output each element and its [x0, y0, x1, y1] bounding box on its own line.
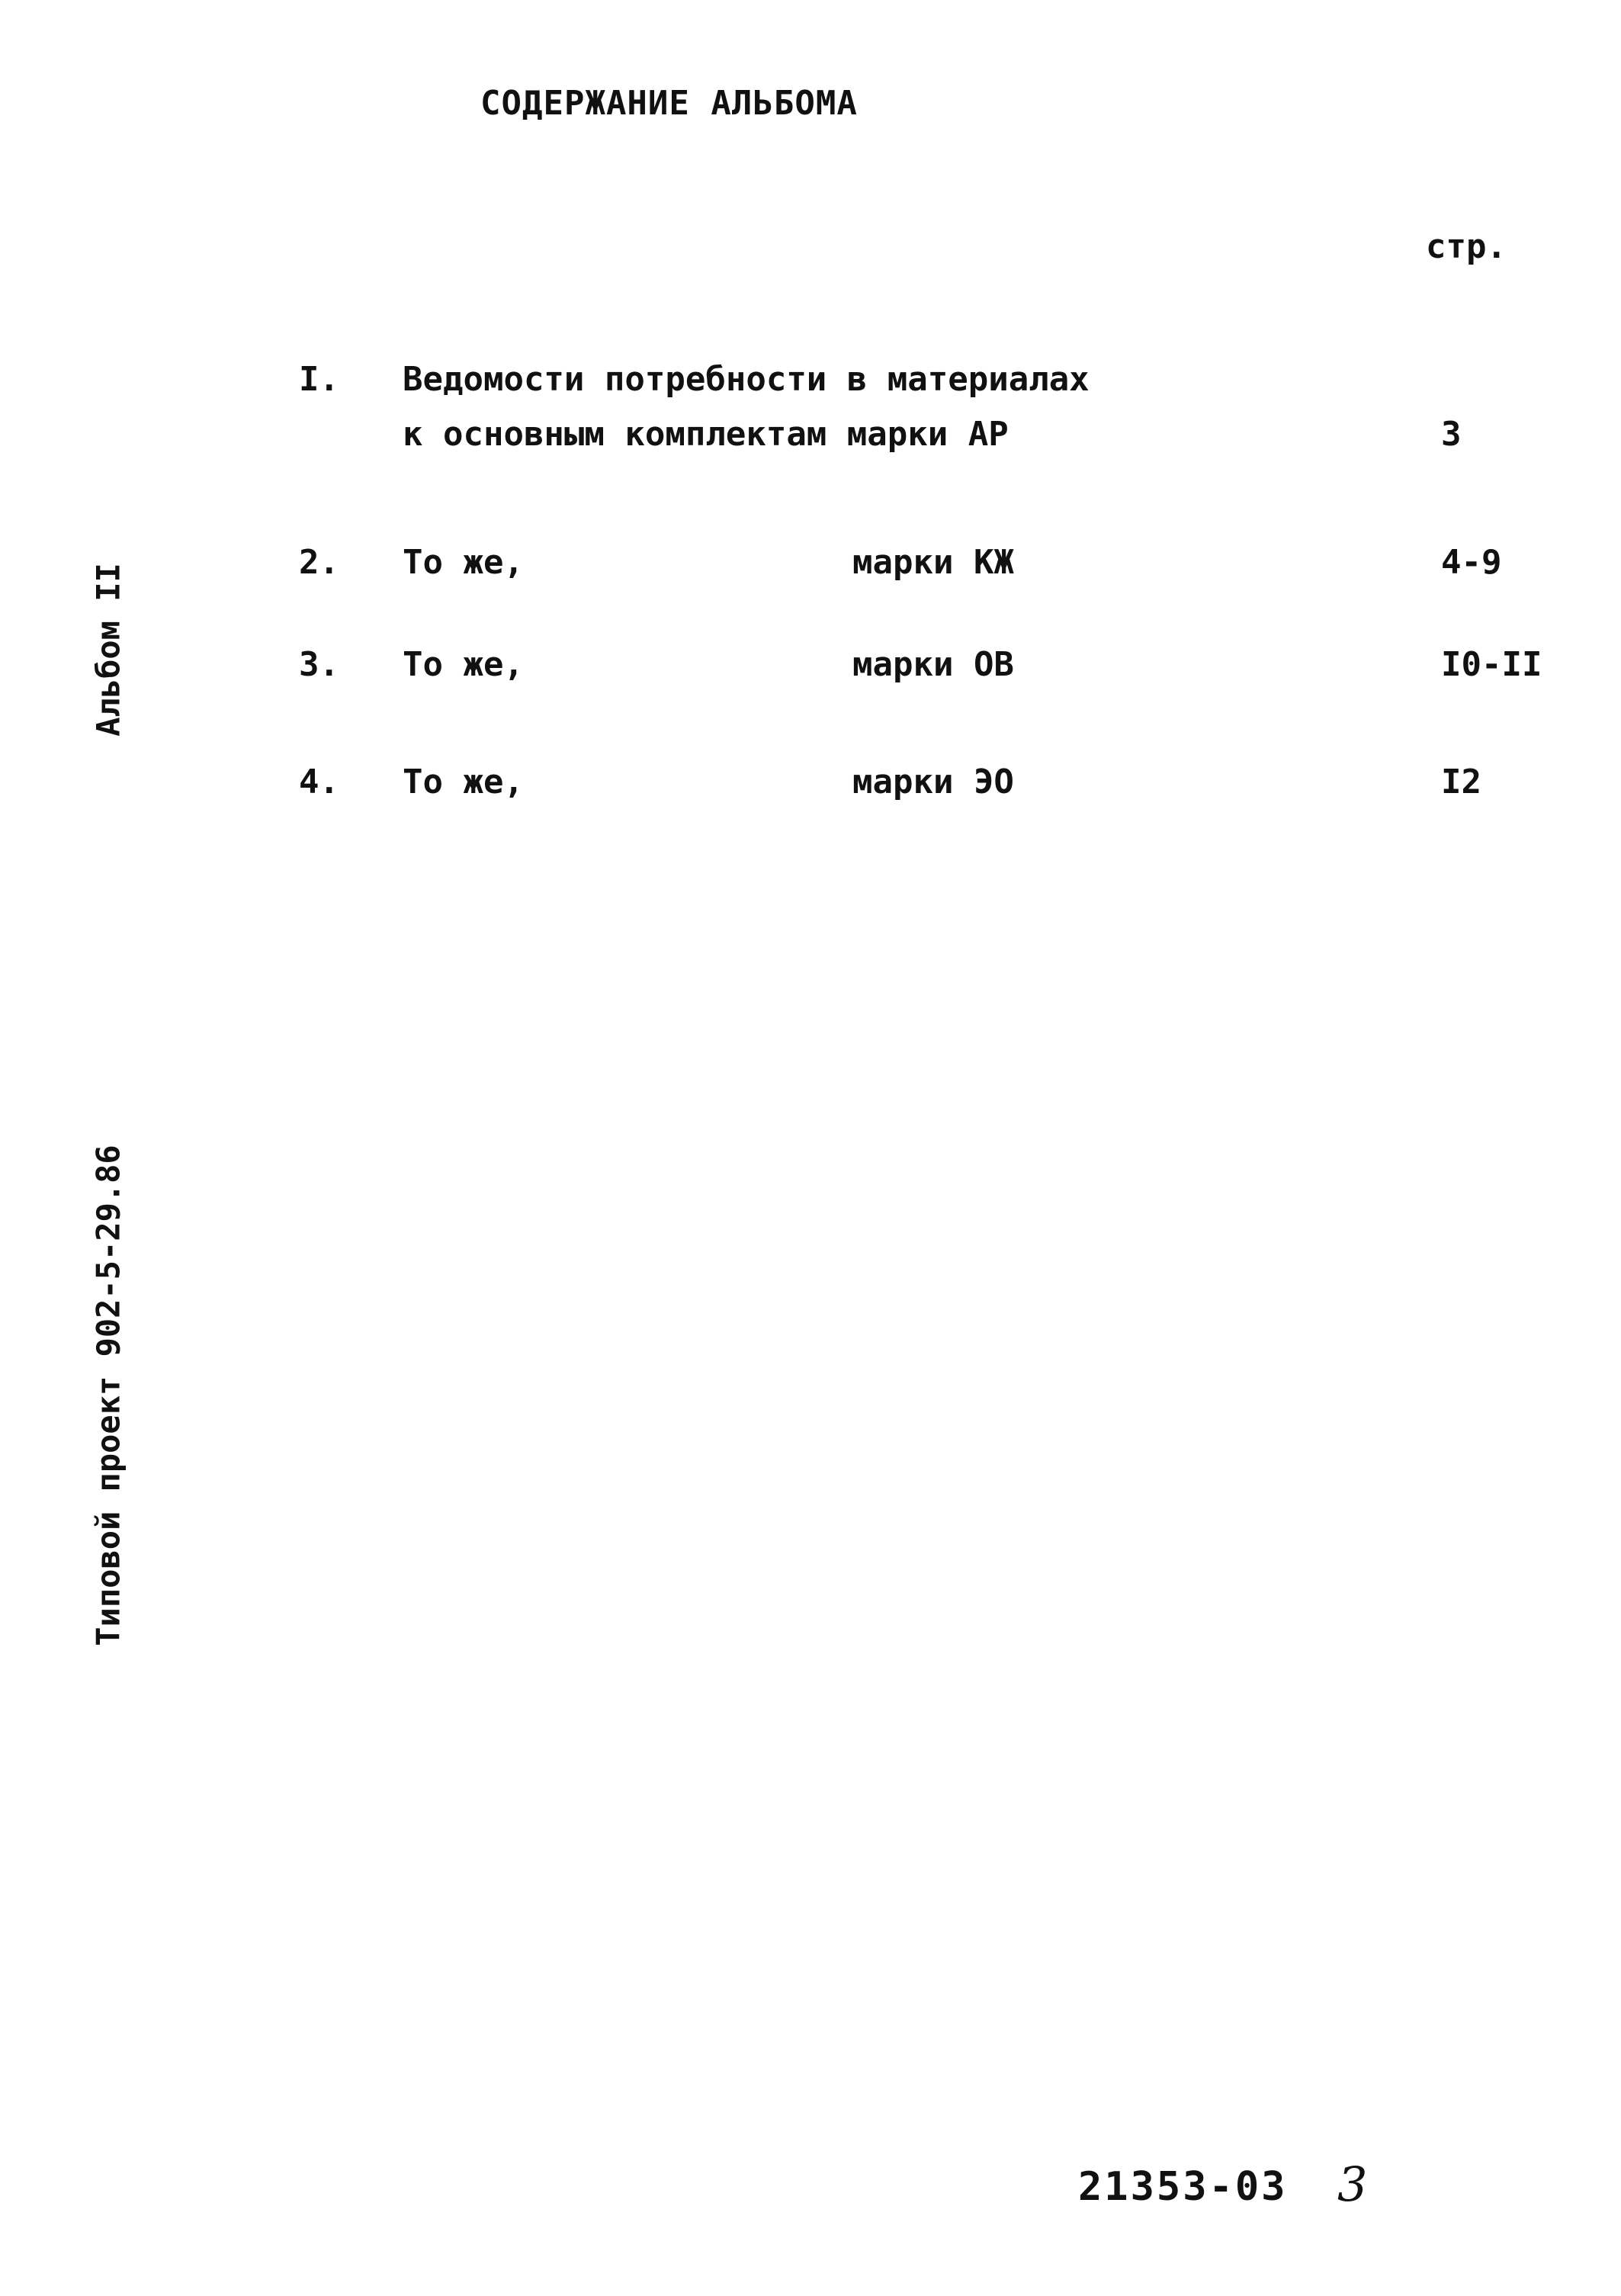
- entry-number: I.: [299, 360, 339, 399]
- footer-document-code: 21353-03: [1078, 2164, 1288, 2210]
- footer-page-number: 3: [1337, 2156, 1368, 2212]
- entry-description-line1: Ведомости потребности в материалах: [403, 360, 1090, 399]
- entry-description-line2: к основным комплектам марки АР: [403, 415, 1009, 454]
- side-label-album: Альбом II: [89, 563, 127, 737]
- entry-pages: I0-II: [1441, 645, 1542, 684]
- page-column-header: стр.: [1426, 227, 1507, 266]
- page-title: СОДЕРЖАНИЕ АЛЬБОМА: [480, 84, 858, 123]
- entry-mark: марки ЭО: [852, 763, 1014, 801]
- entry-description: То же,: [403, 543, 524, 582]
- entry-pages: 3: [1441, 415, 1462, 454]
- entry-description: То же,: [403, 763, 524, 801]
- entry-description: То же,: [403, 645, 524, 684]
- entry-pages: I2: [1441, 763, 1481, 801]
- entry-number: 4.: [299, 763, 339, 801]
- side-label-project: Типовой проект 902-5-29.86: [89, 1145, 127, 1646]
- entry-mark: марки ОВ: [852, 645, 1014, 684]
- entry-mark: марки КЖ: [852, 543, 1014, 582]
- entry-number: 3.: [299, 645, 339, 684]
- entry-number: 2.: [299, 543, 339, 582]
- entry-pages: 4-9: [1441, 543, 1502, 582]
